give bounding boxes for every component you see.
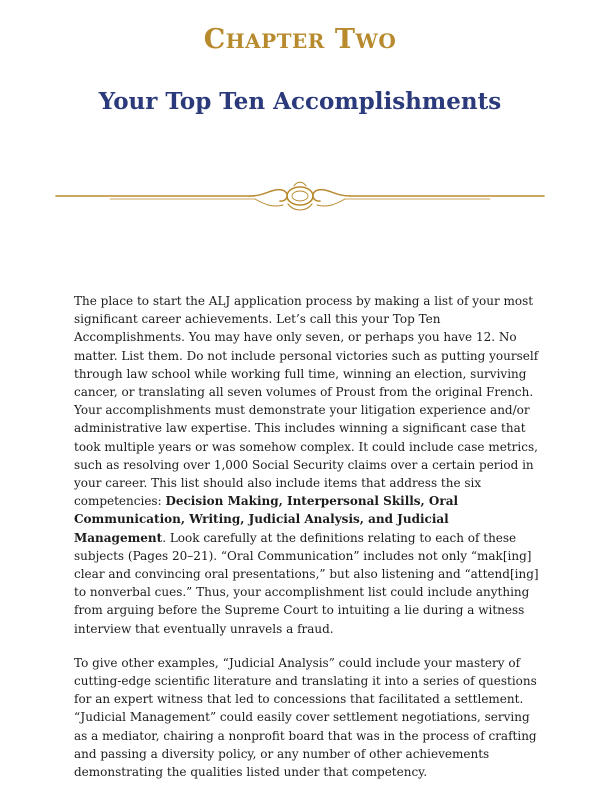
chapter-label-rest-1: HAPTER: [225, 29, 325, 53]
paragraph-1-competencies-bold: Decision Making, Interpersonal Skills, Oral Communication, Writing, Judicial Analysis, and Judicial Management: [74, 494, 459, 545]
chapter-label-initial-c: C: [203, 24, 226, 55]
paragraph-1: [74, 292, 542, 638]
paragraph-1-part-b: . Look carefully at the definitions relating to each of these subjects (Pages 20–21). “Oral Communication” includes not only “mak[ing] clear and convincing oral presentations,” but also listening and “attend[ing] to nonverbal cues.” Thus, your accomplishment list could include anything from arguing before the Supreme Court to intuiting a lie during a witness interview that eventually unravels a fraud.: [74, 530, 539, 636]
paragraph-1-part-a: The place to start the ALJ application process by making a list of your most significant career achievements. Let’s call this your Top Ten Accomplishments. You may have only seven, or perhaps you have 12. No matter. List them. Do not include personal victories such as putting yourself through law school while working full time, winning an election, surviving cancer, or translating all seven volumes of Proust from the original French. Your accomplishments must demonstrate your litigation experience and/or administrative law expertise. This includes winning a significant case that took multiple years or was somehow complex. It could include case metrics, such as resolving over 1,000 Social Security claims over a certain period in your career. This list should also include items that address the six competencies:: [74, 294, 539, 509]
body-text: [74, 292, 542, 797]
chapter-label-rest-2: WO: [355, 29, 397, 53]
decorative-divider-ornament: [50, 178, 550, 218]
chapter-label-initial-t: T: [334, 24, 356, 55]
chapter-title: Your Top Ten Accomplishments: [98, 88, 502, 115]
paragraph-2: To give other examples, “Judicial Analysis” could include your mastery of cutting-edge scientific literature and translating it into a series of questions for an expert witness that led to concessions that facilitated a settlement. “Judicial Management” could easily cover settlement negotiations, serving as a mediator, chairing a nonprofit board that was in the process of crafting and passing a diversity policy, or any number of other achievements demonstrating the qualities listed under that competency.: [74, 655, 537, 780]
chapter-label: [0, 24, 600, 55]
